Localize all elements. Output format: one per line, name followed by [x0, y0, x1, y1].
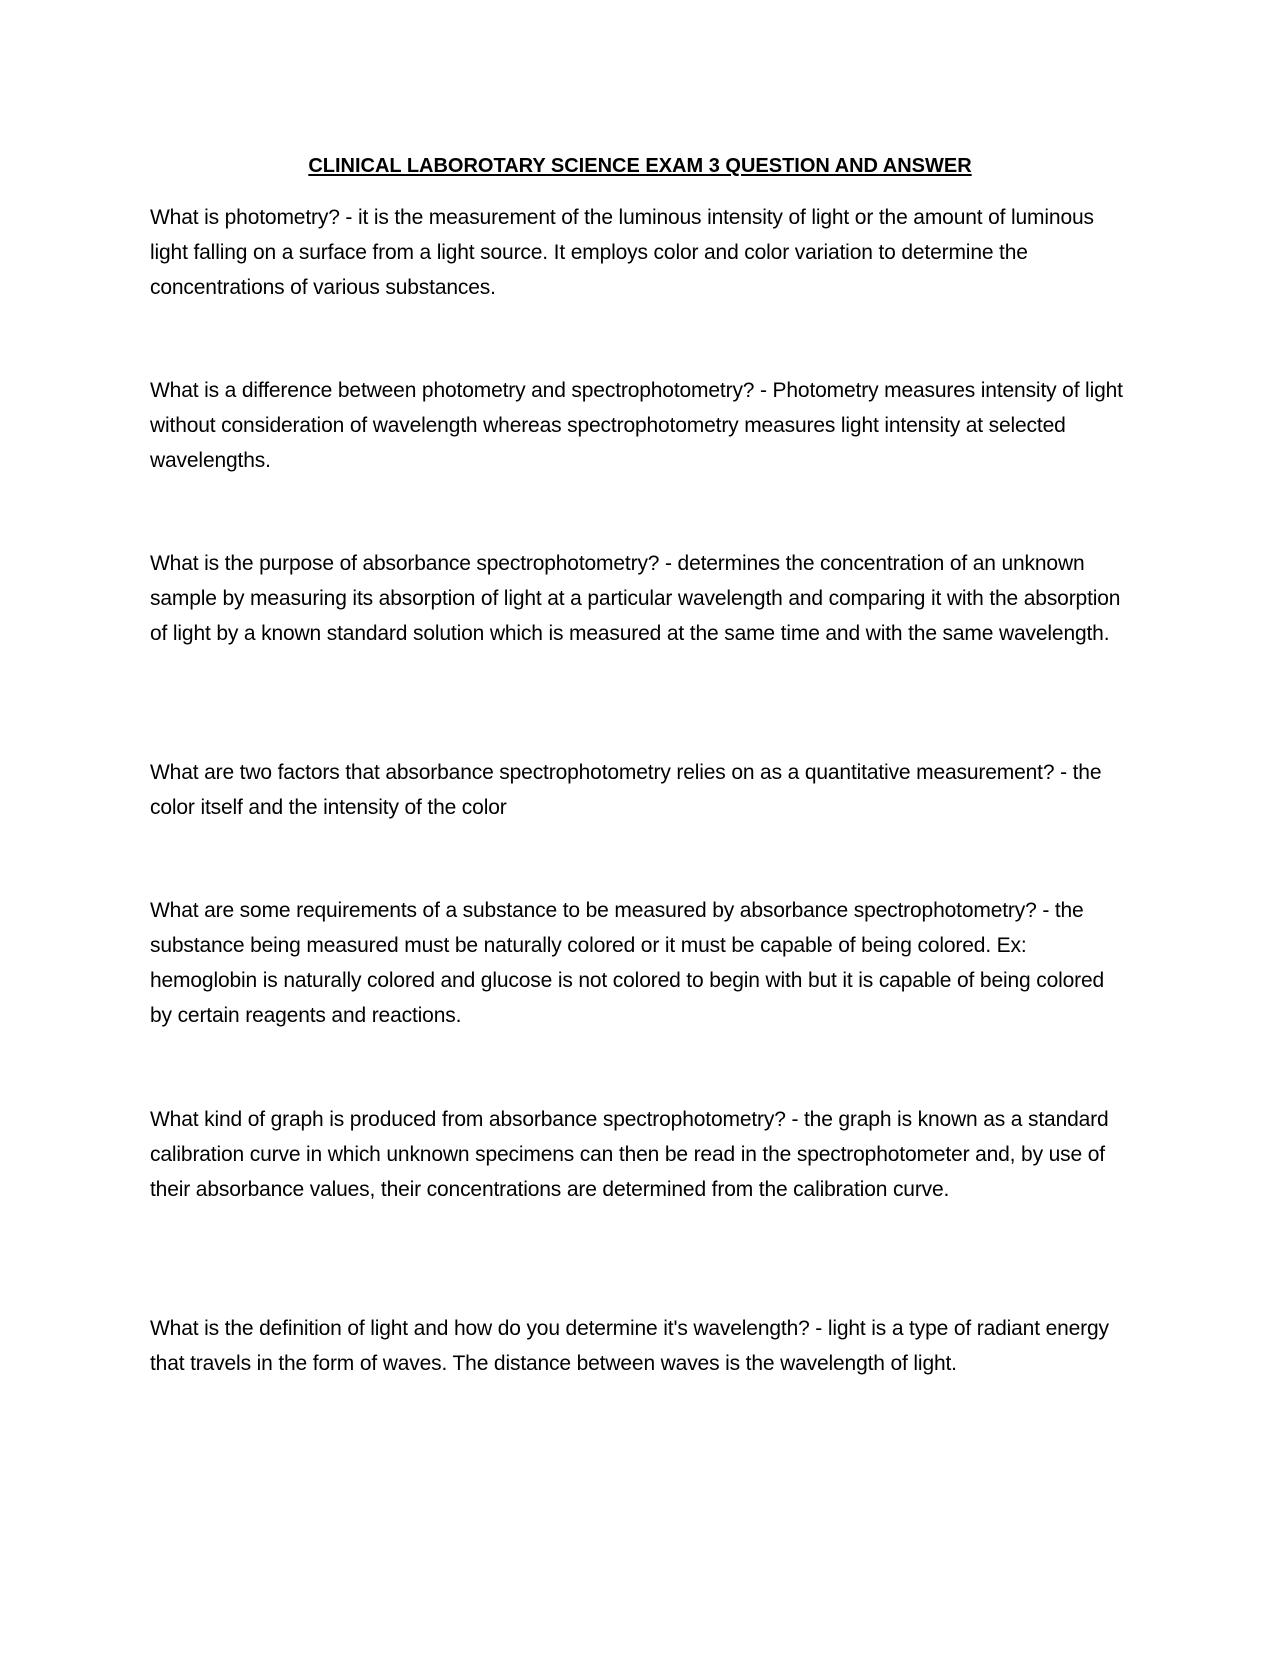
document-title: CLINICAL LABOROTARY SCIENCE EXAM 3 QUESTION AND ANSWER	[308, 155, 972, 177]
qa-paragraph: What kind of graph is produced from absorbance spectrophotometry? - the graph is known as a standard calibration curve in which unknown specimens can then be read in the spectrophotometer and, by use of their absorbance values, their concentrations are determined from the calibration curve.	[150, 1108, 1109, 1201]
qa-paragraph: What is a difference between photometry and spectrophotometry? - Photometry measures intensity of light without consideration of wavelength whereas spectrophotometry measures light intensity at selected wavelengths.	[150, 379, 1123, 472]
qa-paragraph: What are some requirements of a substance to be measured by absorbance spectrophotometry? - the substance being measured must be naturally colored or it must be capable of being colored. Ex: hemoglobin is naturally colored and glucose is not colored to begin with but it is capable of being colored by certain reagents and reactions.	[150, 899, 1105, 1027]
qa-paragraph: What is photometry? - it is the measurement of the luminous intensity of light or the amount of luminous light falling on a surface from a light source. It employs color and color variation to determine the concentrations of various substances.	[150, 206, 1094, 299]
qa-paragraph: What is the purpose of absorbance spectrophotometry? - determines the concentration of an unknown sample by measuring its absorption of light at a particular wavelength and comparing it with the absorption of light by a known standard solution which is measured at the same time and with the same wavelength.	[150, 552, 1121, 645]
qa-paragraph: What are two factors that absorbance spectrophotometry relies on as a quantitative measurement? - the color itself and the intensity of the color	[150, 761, 1102, 819]
qa-paragraph: What is the definition of light and how do you determine it's wavelength? - light is a type of radiant energy that travels in the form of waves. The distance between waves is the wavelength of light.	[150, 1317, 1109, 1375]
